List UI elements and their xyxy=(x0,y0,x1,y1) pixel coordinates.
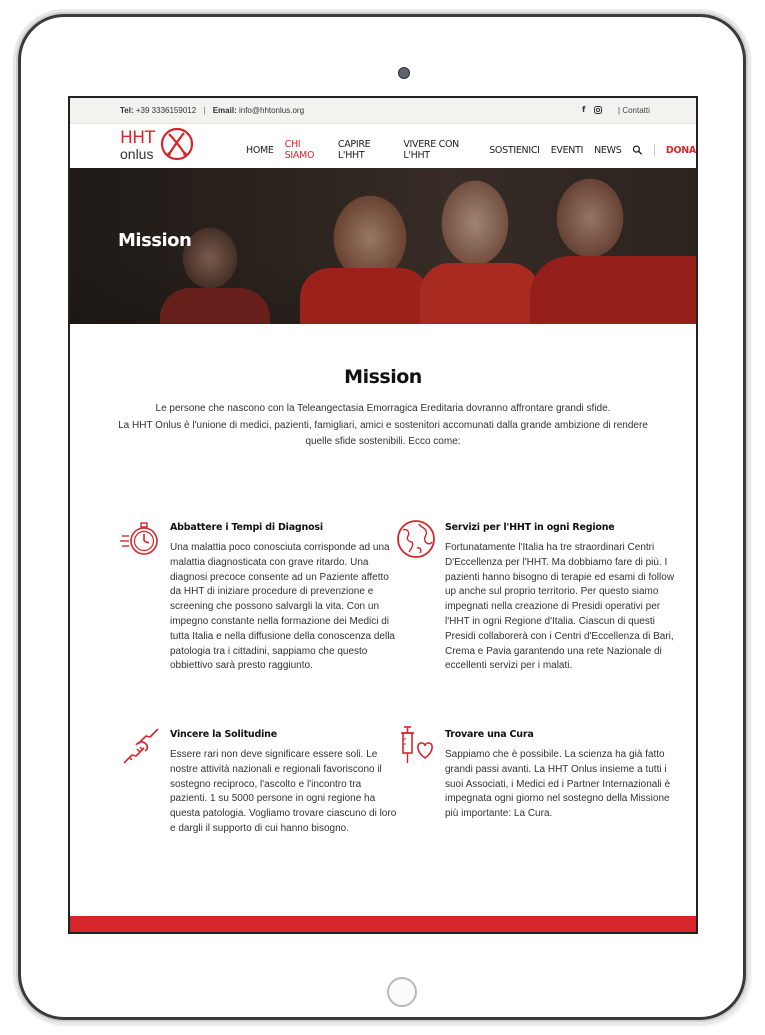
intro-line-1: Le persone che nascono con la Teleangectasia Emorragica Ereditaria dovranno affrontare grandi sfide. xyxy=(155,403,611,414)
footer-bar xyxy=(70,916,696,934)
social-links xyxy=(582,105,602,114)
helping-hands-icon xyxy=(120,725,162,767)
logo-text-hht: HHT xyxy=(120,128,155,148)
nav-chi-siamo[interactable]: CHI SIAMO xyxy=(284,139,315,161)
feature-diagnosi xyxy=(170,522,400,674)
nav-divider xyxy=(654,144,655,156)
site-header xyxy=(70,124,696,168)
contatti-link[interactable]: | Contatti xyxy=(618,106,650,115)
nav-home[interactable]: HOME xyxy=(246,144,274,156)
feature-title: Vincere la Solitudine xyxy=(170,729,277,740)
hht-logo[interactable] xyxy=(120,126,210,166)
page-title: Mission xyxy=(344,366,422,388)
email-value[interactable]: info@hhtonlus.org xyxy=(238,106,305,115)
instagram-icon[interactable] xyxy=(594,106,602,114)
stopwatch-icon xyxy=(120,518,162,560)
nav-sostienici[interactable]: SOSTIENICI xyxy=(489,144,540,156)
intro-text xyxy=(110,401,656,451)
logo-text-onlus: onlus xyxy=(120,146,154,162)
hero-banner xyxy=(70,168,696,324)
contatti-label: Contatti xyxy=(622,106,650,115)
search-icon[interactable] xyxy=(632,144,643,156)
tel-label: Tel: xyxy=(120,106,134,115)
intro-line-2: La HHT Onlus è l'unione di medici, pazienti, famigliari, amici e sostenitori accomunati dalla grande ambizione di rendere quelle sfide sostenibili. Ecco come: xyxy=(118,419,648,447)
facebook-icon[interactable]: f xyxy=(582,105,586,114)
feature-text: Una malattia poco conosciuta corrisponde ad una malattia diagnosticata con grave ritardo. Una diagnosi precoce consente ad un Paziente affetto da HHT di iniziare procedure di prevenzione e screening che possono salvargli la vita. Con un impegno constante nella formazione dei Medici di tutta Italia e nella diffusione della conoscenza della patologia tra i cittadini, sappiamo che questo obbiettivo sarà presto raggiunto. xyxy=(170,542,395,672)
nav-vivere-con-hht[interactable]: VIVERE CON L'HHT xyxy=(403,139,459,161)
email-label: Email: xyxy=(212,106,237,115)
nav-eventi[interactable]: EVENTI xyxy=(550,144,584,156)
tablet-camera xyxy=(398,67,410,79)
top-info-bar xyxy=(70,98,696,124)
feature-title: Trovare una Cura xyxy=(445,729,534,740)
main-nav xyxy=(246,139,696,161)
nav-dona-button[interactable]: DONA xyxy=(665,144,696,156)
nav-capire-hht[interactable]: CAPIRE L'HHT xyxy=(337,139,371,161)
tablet-home-button[interactable] xyxy=(387,977,417,1007)
feature-solitudine xyxy=(170,729,400,837)
contact-info xyxy=(120,106,304,115)
hero-title: Mission xyxy=(118,230,192,251)
feature-cura xyxy=(445,729,675,822)
separator: | xyxy=(203,106,206,115)
feature-text: Sappiamo che è possibile. La scienza ha già fatto grandi passi avanti. La HHT Onlus insieme a tutti i suoi Associati, i Medici ed i Partner Internazionali è impegnata ogni giorno nel sostegno della Missione più importante: La Cura. xyxy=(445,749,671,820)
screen xyxy=(68,96,698,934)
logo-ring-icon xyxy=(160,127,194,161)
feature-title: Abbattere i Tempi di Diagnosi xyxy=(170,522,323,533)
globe-icon xyxy=(395,518,437,560)
feature-servizi xyxy=(445,522,675,674)
feature-text: Essere rari non deve significare essere soli. Le nostre attività nazionali e regionali favoriscono il sostegno reciproco, l'ascolto e l'incontro tra pazienti. 1 su 5000 persone in ogni regione ha questa patologia. Vogliamo trovare ciascuno di loro e dargli il supporto di cui hanno bisogno. xyxy=(170,749,397,834)
tel-value[interactable]: +39 3336159012 xyxy=(135,106,197,115)
feature-text: Fortunatamente l'Italia ha tre straordinari Centri D'Eccellenza per l'HHT. Ma dobbiamo fare di più. I pazienti hanno bisogno di terapie ed esami di follow up anche sul proprio territorio. Per questo siamo impegnati nella creazione di Presidi operativi per l'HHT in ogni Regione d'Italia. Ciascun di questi Presidi collaborerà con i Centri d'Eccellenza di Bari, Crema e Pavia garantendo una rete Nazionale di eccellenti servizi per i malati. xyxy=(445,542,675,672)
syringe-heart-icon xyxy=(395,725,437,767)
nav-news[interactable]: NEWS xyxy=(594,144,622,156)
feature-title: Servizi per l'HHT in ogni Regione xyxy=(445,522,615,533)
